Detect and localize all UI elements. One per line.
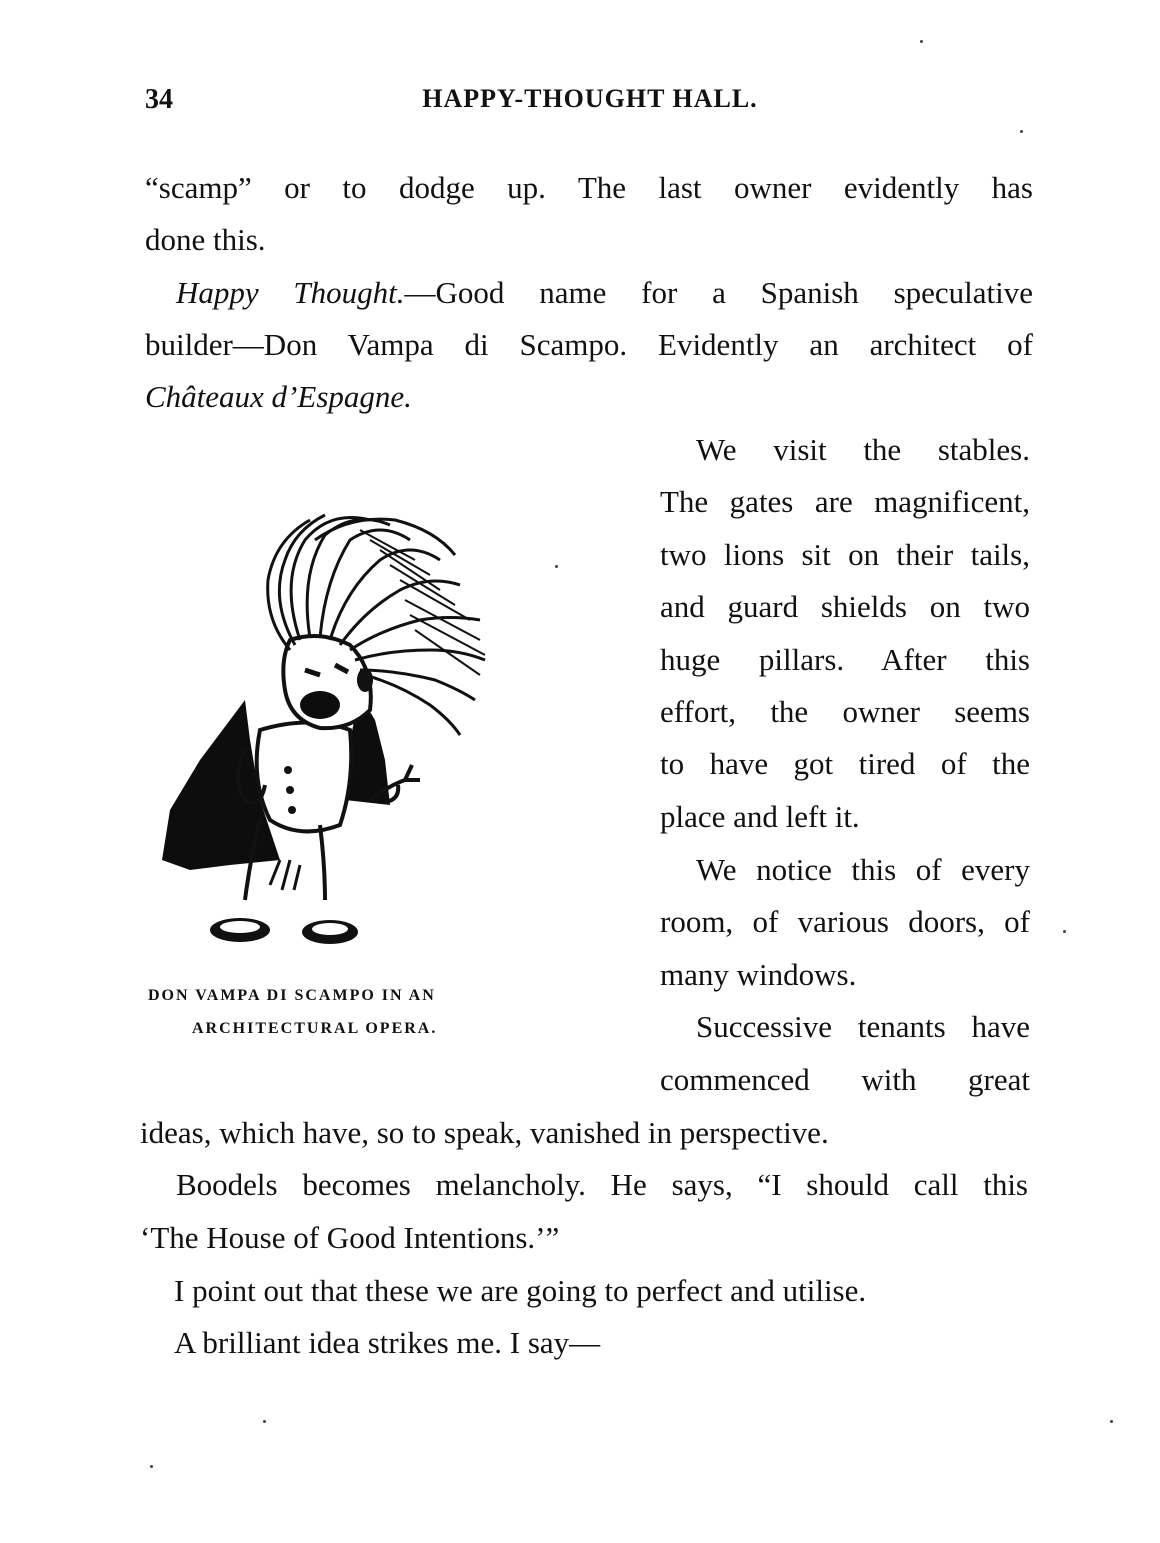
column-line: effort, the owner seems (660, 694, 1030, 729)
figure-caption-line-2: ARCHITECTURAL OPERA. (192, 1020, 438, 1037)
scan-speck (1063, 930, 1066, 933)
caricature-drawing (150, 480, 550, 960)
column-line: We notice this of every (696, 852, 1030, 887)
page-header (145, 84, 1035, 124)
text-line: Châteaux d’Espagne. (145, 379, 412, 414)
column-line: many windows. (660, 957, 857, 992)
scan-speck (920, 40, 923, 43)
column-line: commenced with great (660, 1062, 1030, 1097)
scan-speck (1110, 1420, 1113, 1423)
column-line: and guard shields on two (660, 589, 1030, 624)
scan-speck (263, 1420, 266, 1423)
text-line: ideas, which have, so to speak, vanished in perspective. (140, 1115, 829, 1150)
page-number: 34 (145, 84, 173, 115)
column-line: two lions sit on their tails, (660, 537, 1030, 572)
text-run: —Good name for a Spanish speculative (404, 275, 1034, 310)
text-line: ‘The House of Good Intentions.’” (140, 1220, 560, 1255)
text-line: I point out that these we are going to perfect and utilise. (174, 1273, 867, 1308)
text-line: done this. (145, 222, 266, 257)
text-line: builder—Don Vampa di Scampo. Evidently an architect of (145, 327, 1033, 362)
text-line: A brilliant idea strikes me. I say— (174, 1325, 601, 1360)
scan-speck (1020, 130, 1023, 133)
italic-heading: Happy Thought. (176, 275, 405, 310)
column-line: We visit the stables. (696, 432, 1030, 467)
coat (257, 723, 352, 832)
column-line: The gates are magnificent, (660, 484, 1030, 519)
text-line: “scamp” or to dodge up. The last owner evidently has (145, 170, 1033, 205)
running-title: HAPPY-THOUGHT HALL. (422, 84, 758, 113)
column-line: place and left it. (660, 799, 860, 834)
scan-speck (150, 1465, 153, 1468)
figure-caption-line-1: DON VAMPA DI SCAMPO IN AN (148, 987, 436, 1004)
text-line (176, 273, 1033, 313)
scan-speck (555, 565, 558, 568)
column-line: huge pillars. After this (660, 642, 1030, 677)
column-line: Successive tenants have (696, 1009, 1030, 1044)
text-line: Boodels becomes melancholy. He says, “I should call this (176, 1167, 1028, 1202)
illustration (150, 480, 550, 960)
column-line: to have got tired of the (660, 746, 1030, 781)
open-mouth (300, 691, 340, 719)
column-line: room, of various doors, of (660, 904, 1030, 939)
